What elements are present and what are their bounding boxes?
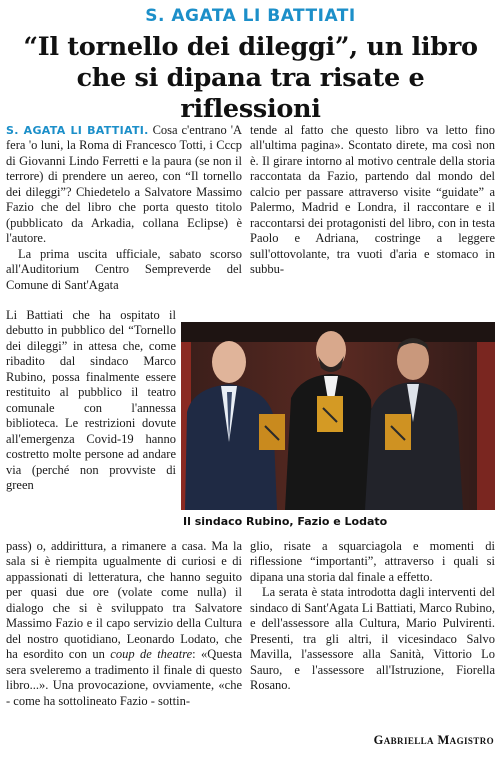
column-right-top — [250, 123, 495, 278]
paragraph-intro — [6, 123, 242, 247]
paragraph-laughter: glio, risate a squarciagola e momenti di riflessione “importanti”, attraverso i quali si dipana una storia dal finale a effetto. — [250, 539, 495, 584]
paragraph-event-continued: Li Battiati che ha ospitato il debutto in pubblico del “Tornello dei dileggi” in attesa che, come ribadito dal sindaco Marco Rubino, possa finalmente essere restituito al pubblico il teatro comunale con l'annessa biblioteca. Le restrizioni dovute all'emergenza Covid-19 hanno costretto molte persone ad andare via (perché non provviste di green — [6, 308, 176, 492]
event-photo — [181, 322, 495, 510]
column-left-middle — [6, 308, 176, 493]
column-right-bottom — [250, 539, 495, 694]
paragraph-reading: tende al fatto che questo libro va letto fino all'ultima pagina». Scontato direte, ma così non è. Il girare intorno al motivo centrale della storia raccontata da Fazio, partendo dal mondo del calcio per passare attraverso visite “guidate” a Palermo, Madrid e Londra, il raccontare e il raccontarsi dei protagonisti del libro, con in testa Paolo e Adriana, costringe a leggere sull'ottovolante, tra vuoti d'aria e stomaco in subbu- — [250, 123, 495, 277]
author-signature: Gabriella Magistro — [373, 733, 494, 747]
dialogue-text-a: pass) o, addirittura, a rimanere a casa. Ma la sala si è riempita ugualmente di curiosi e di appassionati di letteratura, che hanno seguito per quasi due ore (volate come nulla) il dialogo che si è sviluppato tra Salvatore Massimo Fazio e il capo servizio della Cultura del nostro quotidiano, Leonardo Lodato, che ha esordito con un — [6, 539, 242, 662]
column-left-bottom — [6, 539, 242, 709]
paragraph-dialogue — [6, 539, 242, 709]
coup-de-theatre: coup de theatre — [110, 647, 193, 662]
paragraph-event: La prima uscita ufficiale, sabato scorso all'Auditorium Centro Sempreverde del Comune di Sant'Agata — [6, 246, 242, 292]
photo-caption: Il sindaco Rubino, Fazio e Lodato — [183, 515, 388, 528]
article-headline: “Il tornello dei dileggi”, un libro che si dipana tra risate e riflessioni — [23, 32, 478, 124]
intro-text: Cosa c'entrano 'A fera 'o luni, la Roma di Francesco Totti, i Cccp di Giovanni Lindo Ferretti e la paura (se non il terrore) di prendere un aereo, con “Il tornello dei dileggi”? Chiedetelo a Salvatore Massimo Fazio che del libro che porta questo titolo (pubblicato da Arkadia, collana Eclipse) è l'autore. — [6, 123, 242, 246]
column-left-top — [6, 123, 242, 293]
paragraph-introduction: La serata è stata introdotta dagli interventi del sindaco di Sant'Agata Li Battiati, Marco Rubino, e dell'assessore alla Cultura, Mario Pulvirenti. Presenti, tra gli altri, il vicesindaco Salvo Mavilla, l'assessore alla Sanità, Vittorio Lo Sauro, e l'assessore all'Istruzione, Fiorella Rosano. — [250, 585, 495, 693]
photo-illustration — [181, 322, 495, 510]
dialogue-text-b: : «Questa sera sveleremo a tradimento il finale di questo libro...». Una provocazione, ovviamente, «che - come ha sottolineato Fazio - sottin- — [6, 647, 243, 708]
section-kicker: S. AGATA LI BATTIATI — [145, 6, 356, 26]
dateline: S. AGATA LI BATTIATI. — [6, 124, 149, 137]
